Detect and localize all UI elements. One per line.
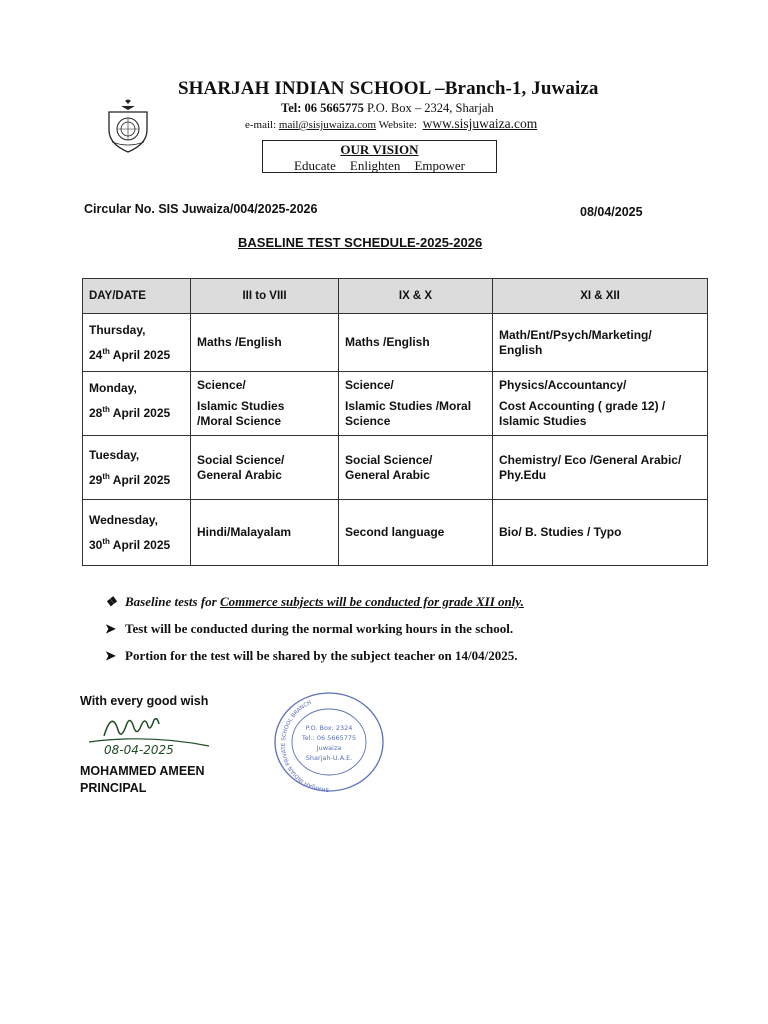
subject-cell: Math/Ent/Psych/Marketing/ English <box>493 314 708 372</box>
note-portion: ➤ Portion for the test will be shared by the subject teacher on 14/04/2025. <box>105 648 518 663</box>
note-working-hours: ➤ Test will be conducted during the normal working hours in the school. <box>105 621 514 636</box>
table-row <box>83 314 708 372</box>
school-name: SHARJAH INDIAN SCHOOL –Branch-1, Juwaiza <box>178 78 599 99</box>
closing-wish: With every good wish <box>80 694 209 708</box>
email-link[interactable]: mail@sisjuwaiza.com <box>278 119 377 131</box>
schedule-title: BASELINE TEST SCHEDULE-2025-2026 <box>238 235 483 250</box>
diamond-bullet-icon: ❖ <box>105 594 117 609</box>
arrow-bullet-icon: ➤ <box>105 648 116 663</box>
subject-cell: Hindi/Malayalam <box>191 500 339 566</box>
stamp-line: Tel.: 06 5665775 <box>301 734 357 742</box>
subject-cell: Bio/ B. Studies / Typo <box>493 500 708 566</box>
stamp-line: Sharjah-U.A.E. <box>305 754 353 762</box>
day-date-cell: Wednesday, 30th April 2025 <box>83 500 191 566</box>
vision-word-enlighten: Enlighten <box>349 158 401 173</box>
subject-cell: Maths /English <box>339 314 493 372</box>
subject-cell: Science/ Islamic Studies /Moral Science <box>339 372 493 436</box>
stamp-line: Juwaiza <box>316 744 342 752</box>
stamp-line: P.O. Box: 2324 <box>305 724 353 732</box>
notes-list <box>105 594 524 675</box>
subject-cell: Maths /English <box>191 314 339 372</box>
vision-box <box>262 140 497 173</box>
table-row <box>83 372 708 436</box>
day-date-cell: Monday, 28th April 2025 <box>83 372 191 436</box>
subject-cell: Chemistry/ Eco /General Arabic/ Phy.Edu <box>493 436 708 500</box>
vision-word-empower: Empower <box>414 158 465 173</box>
school-logo-icon <box>103 98 153 156</box>
day-date-cell: Thursday, 24th April 2025 <box>83 314 191 372</box>
school-email-website: e-mail: mail@sisjuwaiza.com Website: www.sisjuwaiza.com <box>245 116 538 131</box>
signature-date: 08-04-2025 <box>104 743 174 757</box>
header-grade-9-10: IX & X <box>339 279 493 314</box>
circular-date: 08/04/2025 <box>580 205 643 219</box>
table-header-row <box>83 279 708 314</box>
subject-cell: Second language <box>339 500 493 566</box>
vision-title: OUR VISION <box>340 142 419 157</box>
table-row <box>83 500 708 566</box>
header-grade-3-8: III to VIII <box>191 279 339 314</box>
day-date-cell: Tuesday, 29th April 2025 <box>83 436 191 500</box>
vision-word-educate: Educate <box>294 158 336 173</box>
table-row <box>83 436 708 500</box>
school-stamp <box>272 690 386 794</box>
principal-name: MOHAMMED AMEEN <box>80 764 205 778</box>
header-grade-11-12: XI & XII <box>493 279 708 314</box>
subject-cell: Physics/Accountancy/ Cost Accounting ( grade 12) / Islamic Studies <box>493 372 708 436</box>
subject-cell: Science/ Islamic Studies /Moral Science <box>191 372 339 436</box>
principal-signature <box>84 706 224 766</box>
subject-cell: Social Science/ General Arabic <box>191 436 339 500</box>
note-commerce: ❖ Baseline tests for Commerce subjects will be conducted for grade XII only. <box>105 594 524 609</box>
arrow-bullet-icon: ➤ <box>105 621 116 636</box>
website-link[interactable]: www.sisjuwaiza.com <box>422 116 538 131</box>
circular-number: Circular No. SIS Juwaiza/004/2025-2026 <box>84 202 318 216</box>
stamp-ring-text: SHARJAH INDIAN PRIVATE SCHOOL BRANCH <box>281 699 330 793</box>
subject-cell: Social Science/ General Arabic <box>339 436 493 500</box>
schedule-table <box>82 278 708 566</box>
school-contact: Tel: 06 5665775 P.O. Box – 2324, Sharjah <box>281 101 494 115</box>
principal-role: PRINCIPAL <box>80 781 147 795</box>
header-day-date: DAY/DATE <box>83 279 191 314</box>
